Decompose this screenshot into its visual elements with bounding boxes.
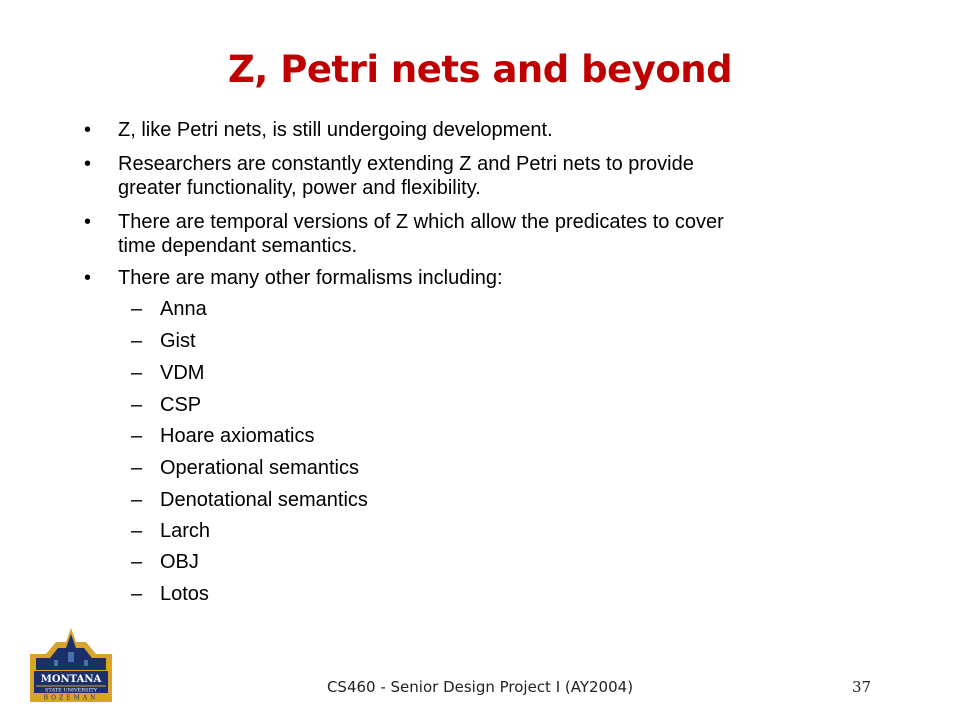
logo-text-bozeman: BOZEMAN <box>43 694 99 702</box>
logo-text-montana: MONTANA <box>40 674 102 685</box>
bullet-mark: • <box>84 119 92 141</box>
slide-footer: CS460 - Senior Design Project I (AY2004) <box>326 678 634 696</box>
sub-mark: – <box>131 489 143 511</box>
slide-number: 37 <box>852 678 872 696</box>
sub-mark: – <box>131 394 143 416</box>
bullet-text <box>118 266 858 290</box>
sub-item-text: Anna <box>160 298 207 320</box>
bullet-mark: • <box>84 153 92 175</box>
bullet-line: There are many other formalisms including: <box>118 267 503 289</box>
sub-mark: – <box>131 425 143 447</box>
sub-item-text: Operational semantics <box>160 457 359 479</box>
bullet-line: Z, like Petri nets, is still undergoing development. <box>118 119 553 141</box>
sub-item-text: Larch <box>160 520 211 542</box>
sub-mark: – <box>131 298 143 320</box>
sub-item-text: OBJ <box>160 551 199 573</box>
bullet-text <box>118 210 858 258</box>
bullet-line: Researchers are constantly extending Z and Petri nets to provide <box>118 153 694 175</box>
logo-window <box>54 660 58 666</box>
logo-door <box>68 652 74 662</box>
sub-mark: – <box>131 362 143 384</box>
sub-item-text: CSP <box>160 394 202 416</box>
sub-mark: – <box>131 330 143 352</box>
bullet-line: There are temporal versions of Z which allow the predicates to cover <box>118 211 724 233</box>
bullet-text <box>118 118 858 142</box>
bullet-text <box>118 152 858 200</box>
logo-text-state: STATE UNIVERSITY <box>44 687 98 694</box>
sub-item-text: Denotational semantics <box>160 489 368 511</box>
sub-item-text: Hoare axiomatics <box>160 425 315 447</box>
bullet-mark: • <box>84 267 92 289</box>
sub-item-text: VDM <box>160 362 205 384</box>
logo-window <box>84 660 88 666</box>
bullet-line: greater functionality, power and flexibility. <box>118 177 481 199</box>
bullet-mark: • <box>84 211 92 233</box>
sub-mark: – <box>131 583 143 605</box>
sub-item-text: Lotos <box>160 583 209 605</box>
slide-title: Z, Petri nets and beyond <box>227 48 733 91</box>
sub-mark: – <box>131 457 143 479</box>
bullet-line: time dependant semantics. <box>118 235 358 257</box>
sub-mark: – <box>131 551 143 573</box>
sub-item-text: Gist <box>160 330 196 352</box>
sub-mark: – <box>131 520 143 542</box>
